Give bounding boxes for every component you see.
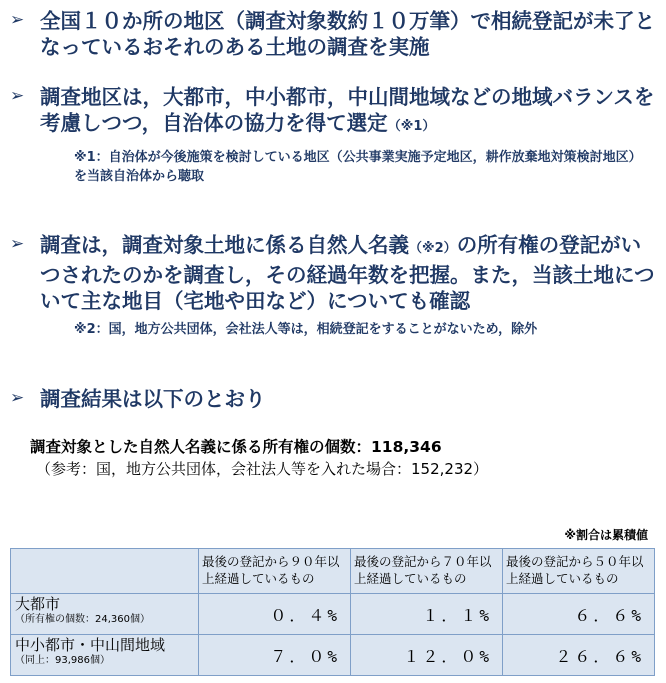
- row-label-small-city-mountain: [11, 635, 199, 676]
- row-sub-label: （所有権の個数：24,360個）: [15, 614, 150, 625]
- bullet-arrow-icon: ➢: [10, 10, 25, 30]
- bullet-arrow-icon: ➢: [10, 234, 25, 254]
- bullet-text: 全国１０か所の地区（調査対象数約１０万筆）で相続登記が未了となっているおそれのある土地の調査を実施: [40, 9, 655, 59]
- bullet-survey-results: [10, 386, 660, 412]
- cell-value: ７．０%: [199, 635, 351, 676]
- table-row: [11, 635, 655, 676]
- survey-summary: [30, 436, 488, 480]
- footnote-ref-2: （※2）: [409, 241, 457, 256]
- bullet-text: [40, 232, 660, 314]
- table-header-90-years: 最後の登記から９０年以上経過しているもの: [199, 549, 351, 594]
- cell-value: ２６．６%: [503, 635, 655, 676]
- table-header-empty: [11, 549, 199, 594]
- cell-value: １．１%: [351, 594, 503, 635]
- row-label: 中小都市・中山間地域: [15, 636, 166, 654]
- cumulative-note: ※割合は累積値: [564, 528, 648, 542]
- bullet-arrow-icon: ➢: [10, 388, 25, 408]
- row-sub-label: （同上：93,986個）: [15, 655, 110, 666]
- bullet-text: [40, 84, 660, 140]
- table-header-50-years: 最後の登記から５０年以上経過しているもの: [503, 549, 655, 594]
- table-header-row: [11, 549, 655, 594]
- bullet-text-main: 調査地区は，大都市，中小都市，中山間地域などの地域バランスを考慮しつつ，自治体の協力を得て選定: [40, 85, 655, 135]
- footnote-ref-1: （※1）: [387, 119, 436, 134]
- summary-main: 調査対象とした自然人名義に係る所有権の個数：118,346: [30, 438, 442, 456]
- cell-value: ６．６%: [503, 594, 655, 635]
- bullet-arrow-icon: ➢: [10, 86, 25, 106]
- bullet-survey-method: [10, 232, 660, 314]
- row-label: 大都市: [15, 595, 61, 613]
- bullet-survey-scope: [10, 8, 660, 60]
- bullet-text: 調査結果は以下のとおり: [40, 387, 266, 411]
- results-table: [10, 548, 655, 676]
- bullet-text-before: 調査は，調査対象土地に係る自然人名義: [40, 233, 409, 257]
- table-header-70-years: 最後の登記から７０年以上経過しているもの: [351, 549, 503, 594]
- footnote-2: ※2：国，地方公共団体，会社法人等は，相続登記をすることがないため，除外: [74, 322, 538, 337]
- table-row: [11, 594, 655, 635]
- bullet-text-after: の所有権の登記がいつされたのかを調査し，その経過年数を把握。また，当該土地について主な地目（宅地や田など）についても確認: [40, 233, 655, 313]
- footnote-1: ※1：自治体が今後施策を検討している地区（公共事業実施予定地区，耕作放棄地対策検討地区）を当該自治体から聴取: [74, 150, 642, 184]
- summary-reference: （参考：国，地方公共団体，会社法人等を入れた場合：152,232）: [36, 460, 489, 478]
- cell-value: １２．０%: [351, 635, 503, 676]
- bullet-survey-area-selection: [10, 84, 660, 140]
- cell-value: ０．４%: [199, 594, 351, 635]
- row-label-large-city: [11, 594, 199, 635]
